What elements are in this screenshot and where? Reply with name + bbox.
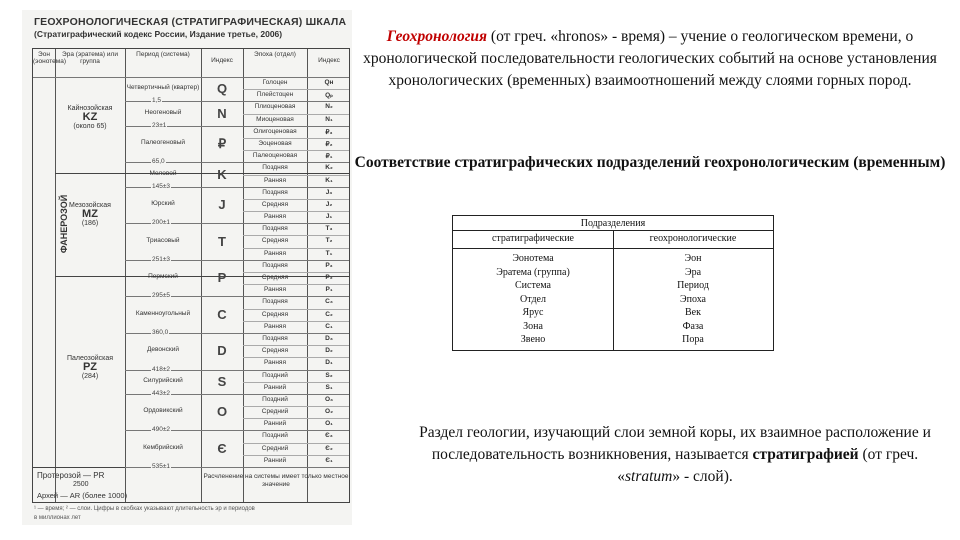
epoch-index: Qн bbox=[324, 79, 334, 86]
epoch-name: Ранняя bbox=[264, 322, 286, 330]
strat-unit: Система bbox=[515, 280, 551, 291]
epoch-name: Плиоценовая bbox=[254, 103, 296, 111]
epoch-index: D₁ bbox=[325, 359, 333, 367]
epoch-index: N₁ bbox=[325, 115, 333, 123]
epoch-name: Ранний bbox=[263, 420, 287, 428]
period-name: Юрский bbox=[151, 199, 175, 207]
epoch-index: Є₁ bbox=[325, 456, 333, 464]
epoch-name: Поздняя bbox=[262, 188, 288, 196]
period-name: Девонский bbox=[147, 346, 179, 354]
era-cenozoic-span: (около 65) bbox=[73, 123, 107, 130]
geochron-unit: Фаза bbox=[682, 320, 704, 332]
epoch-index: K₂ bbox=[325, 164, 333, 172]
epoch-index: O₂ bbox=[325, 408, 333, 416]
period-index: K bbox=[217, 166, 227, 182]
epoch-name: Поздняя bbox=[262, 225, 288, 233]
epoch-name: Палеоценовая bbox=[252, 152, 298, 160]
header-subindex: Индекс bbox=[318, 57, 340, 64]
geochronology-term: Геохронология bbox=[386, 28, 488, 45]
stratigraphy-definition-text: Раздел геологии, изучающий слои земной коры, их взаимное расположение и последовательность возникновения, называется bbox=[419, 424, 931, 463]
epoch-name: Поздняя bbox=[262, 298, 288, 306]
epoch-name: Миоценовая bbox=[256, 115, 294, 123]
epoch-index: D₂ bbox=[325, 347, 333, 355]
period-name: Кембрийский bbox=[143, 443, 183, 451]
geochron-unit: Век bbox=[685, 307, 701, 318]
precambrian-note: Расчленение на системы имеет только местное значение bbox=[203, 473, 349, 488]
epoch-index: Є₂ bbox=[325, 444, 333, 452]
table-super-header: Подразделения bbox=[580, 218, 646, 229]
era-cenozoic-name: Кайнозойская bbox=[67, 105, 113, 112]
period-index: S bbox=[217, 373, 227, 389]
epoch-name: Поздний bbox=[262, 371, 288, 379]
period-name: Ордовикский bbox=[143, 407, 183, 415]
period-name: Силурийский bbox=[143, 376, 183, 384]
header-era: Эра (эратема) или группа bbox=[62, 51, 118, 65]
epoch-name: Поздний bbox=[262, 395, 288, 403]
era-paleozoic-code: PZ bbox=[82, 361, 98, 373]
period-name: Триасовый bbox=[146, 236, 180, 244]
geochron-unit: Пора bbox=[682, 334, 704, 345]
epoch-index: D₃ bbox=[325, 334, 333, 342]
strat-unit: Звено bbox=[520, 334, 546, 345]
period-name: Палеогеновый bbox=[140, 139, 186, 147]
proterozoic-label: Протерозой — PR bbox=[37, 471, 105, 480]
era-mesozoic-span: (186) bbox=[81, 220, 99, 227]
period-index: N bbox=[217, 105, 227, 121]
epoch-index: J₂ bbox=[325, 200, 333, 208]
epoch-name: Поздняя bbox=[262, 334, 288, 342]
chart-grid bbox=[32, 48, 350, 503]
epoch-index: S₁ bbox=[325, 383, 333, 391]
epoch-name: Ранняя bbox=[264, 359, 286, 367]
stratum-word: stratum bbox=[625, 468, 673, 485]
correspondence-table bbox=[452, 215, 774, 351]
header-index: Индекс bbox=[211, 57, 233, 64]
stratigraphy-term: стратиграфией bbox=[752, 446, 859, 463]
geochronology-definition-text: (от греч. «hronos» - время) – учение о геологическом времени, о хронологической последовательности геологических событий на основе установления хронологических (временных) взаимоотношений между слоями горных пород. bbox=[363, 28, 937, 89]
boundary-age-label: 418±2 bbox=[152, 365, 171, 373]
period-name: Четвертичный (квартер) bbox=[126, 84, 200, 92]
strat-unit: Ярус bbox=[522, 307, 544, 318]
epoch-index: N₂ bbox=[325, 103, 333, 111]
epoch-name: Средняя bbox=[261, 310, 289, 318]
geochron-unit: Период bbox=[677, 280, 709, 291]
strat-unit: Эратема (группа) bbox=[496, 266, 570, 278]
epoch-name: Средний bbox=[261, 444, 289, 452]
epoch-index: K₁ bbox=[325, 176, 333, 184]
boundary-age-label: 295±5 bbox=[152, 292, 171, 300]
era-cenozoic bbox=[55, 104, 125, 131]
epoch-name: Ранняя bbox=[264, 213, 286, 221]
epoch-name: Ранняя bbox=[264, 249, 286, 257]
strat-unit: Отдел bbox=[520, 293, 546, 305]
chart-title: ГЕОХРОНОЛОГИЧЕСКАЯ (СТРАТИГРАФИЧЕСКАЯ) ШКАЛА bbox=[34, 16, 347, 28]
epoch-index: ₽₁ bbox=[325, 153, 333, 161]
era-paleozoic-name: Палеозойская bbox=[66, 355, 114, 362]
stratigraphy-etymology-close: » - слой). bbox=[672, 468, 733, 485]
epoch-name: Голоцен bbox=[262, 79, 288, 86]
boundary-age-label: 1,5 bbox=[152, 97, 162, 105]
epoch-name: Поздняя bbox=[262, 261, 288, 269]
geochron-unit: Эпоха bbox=[679, 293, 706, 305]
period-name: Меловой bbox=[149, 169, 177, 177]
epoch-index: Є₃ bbox=[325, 432, 333, 440]
chart-footnote-2: в миллионах лет bbox=[34, 515, 81, 521]
period-index: O bbox=[216, 404, 228, 420]
epoch-index: C₂ bbox=[325, 310, 333, 318]
epoch-name: Средний bbox=[261, 408, 289, 416]
chart-subtitle: (Стратиграфический кодекс России, Издание третье, 2006) bbox=[34, 29, 283, 39]
strat-unit: Зона bbox=[523, 320, 543, 332]
epoch-index: C₃ bbox=[325, 298, 333, 306]
epoch-name: Ранний bbox=[263, 383, 287, 391]
correspondence-heading: Соответствие стратиграфических подразделений геохронологическим (временным) bbox=[354, 154, 946, 171]
era-mesozoic bbox=[55, 201, 125, 228]
boundary-age-label: 535±1 bbox=[152, 463, 171, 470]
period-index: J bbox=[218, 196, 226, 212]
geochronological-units-column bbox=[613, 252, 773, 347]
epoch-index: ₽₂ bbox=[325, 140, 333, 148]
era-cenozoic-code: KZ bbox=[82, 111, 98, 123]
boundary-age-label: 23±1 bbox=[152, 121, 167, 129]
archean-label: Архей — AR (более 1000) bbox=[37, 491, 128, 500]
geochronology-definition bbox=[360, 26, 940, 92]
boundary-age-label: 200±1 bbox=[152, 219, 171, 227]
epoch-index: J₁ bbox=[325, 213, 333, 221]
boundary-age-label: 65,0 bbox=[152, 158, 165, 166]
period-name: Неогеновый bbox=[144, 108, 182, 116]
stratigraphic-units-column bbox=[453, 252, 613, 347]
stratigraphy-etymology-open: (от греч. « bbox=[617, 446, 919, 485]
boundary-age-label: 443±2 bbox=[152, 389, 171, 397]
header-period: Период (система) bbox=[136, 51, 190, 58]
eon-phanerozoic-label: ФАНЕРОЗОЙ bbox=[59, 194, 69, 254]
period-index: D bbox=[217, 343, 227, 359]
geochron-unit: Эра bbox=[684, 266, 702, 278]
header-epoch: Эпоха (отдел) bbox=[254, 51, 296, 58]
epoch-index: O₁ bbox=[325, 420, 333, 428]
table-header-stratigraphic: стратиграфические bbox=[491, 233, 574, 244]
period-index: C bbox=[217, 306, 227, 322]
era-paleozoic-span: (284) bbox=[81, 373, 99, 380]
epoch-index: P₂ bbox=[325, 274, 333, 281]
period-index: ₽ bbox=[217, 136, 227, 152]
period-name: Каменноугольный bbox=[135, 309, 191, 317]
header-eon: Эон (эонотема) bbox=[33, 51, 66, 65]
boundary-age-label: 490±2 bbox=[152, 426, 171, 434]
epoch-name: Ранняя bbox=[264, 176, 286, 184]
boundary-age-label: 251±3 bbox=[152, 255, 171, 263]
epoch-name: Олигоценовая bbox=[253, 127, 297, 135]
proterozoic-boundary: 2500 bbox=[73, 481, 89, 488]
epoch-name: Плейстоцен bbox=[256, 91, 294, 99]
epoch-index: T₃ bbox=[325, 225, 333, 233]
period-index: T bbox=[218, 233, 226, 249]
epoch-index: O₃ bbox=[324, 395, 334, 403]
era-mesozoic-code: MZ bbox=[82, 208, 98, 220]
geochron-unit: Эон bbox=[684, 253, 702, 264]
epoch-name: Средняя bbox=[261, 200, 289, 208]
chart-footnote-1: ¹ — время; ² — слои. Цифры в скобках указывают длительность эр и периодов bbox=[34, 506, 255, 512]
boundary-age-label: 360,0 bbox=[152, 328, 169, 336]
period-index: Q bbox=[216, 81, 228, 97]
period-name: Пермский bbox=[148, 273, 178, 281]
epoch-index: P₁ bbox=[325, 286, 333, 294]
table-header-geochronological: геохронологические bbox=[649, 233, 737, 244]
epoch-name: Ранняя bbox=[264, 286, 286, 294]
period-index: P bbox=[217, 270, 227, 286]
epoch-index: J₃ bbox=[325, 188, 333, 196]
strat-unit: Эонотема bbox=[512, 253, 554, 264]
epoch-index: T₁ bbox=[325, 249, 333, 257]
era-paleozoic bbox=[55, 354, 125, 381]
epoch-index: S₂ bbox=[325, 371, 333, 379]
epoch-index: Qₚ bbox=[325, 92, 333, 100]
epoch-name: Средняя bbox=[261, 274, 289, 281]
epoch-name: Эоценовая bbox=[258, 139, 292, 147]
period-index: Є bbox=[217, 440, 227, 456]
stratigraphy-definition bbox=[400, 422, 950, 488]
era-mesozoic-name: Мезозойская bbox=[69, 202, 111, 209]
epoch-name: Средняя bbox=[261, 237, 289, 245]
geochronological-scale-chart bbox=[22, 10, 352, 525]
boundary-age-label: 145±3 bbox=[152, 182, 171, 190]
epoch-index: ₽₃ bbox=[325, 128, 333, 136]
epoch-name: Средняя bbox=[261, 347, 289, 355]
epoch-index: P₃ bbox=[325, 261, 333, 269]
epoch-index: T₂ bbox=[325, 237, 333, 245]
epoch-index: C₁ bbox=[325, 322, 333, 330]
epoch-name: Поздний bbox=[262, 432, 288, 440]
epoch-name: Поздняя bbox=[262, 164, 288, 172]
epoch-name: Ранний bbox=[263, 456, 287, 464]
